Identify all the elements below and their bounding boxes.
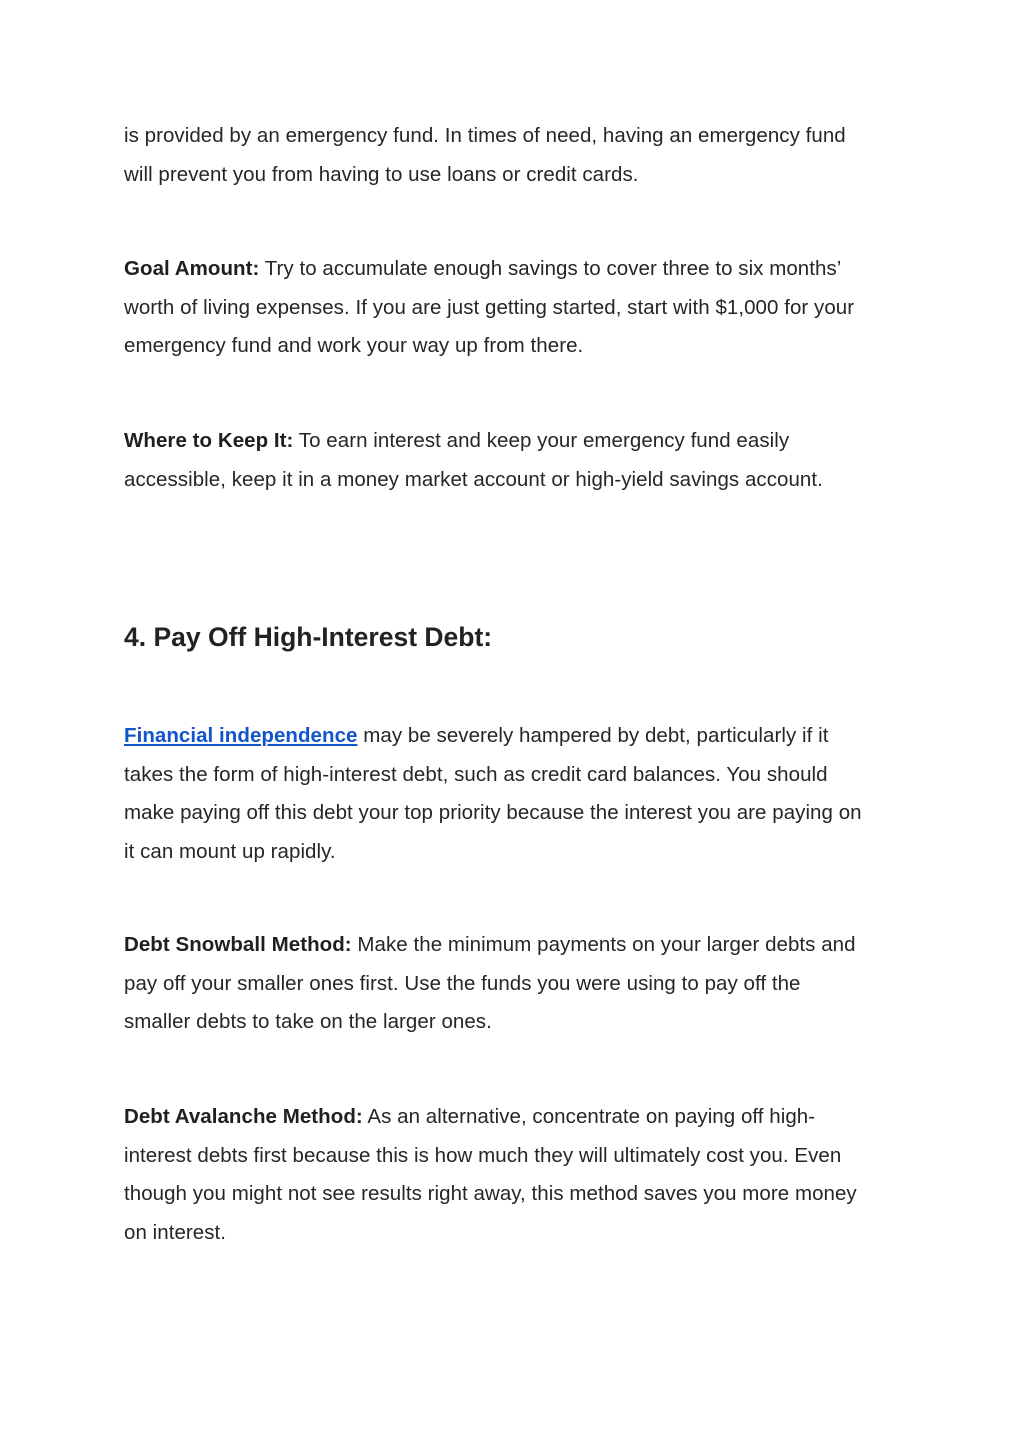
- paragraph-text: is provided by an emergency fund. In times of need, having an emergency fund will prevent you from having to use loans or credit cards.: [124, 124, 846, 186]
- goal-amount-text: Try to accumulate enough savings to cover three to six months’ worth of living expenses. If you are just getting started, start with $1,000 for your emergency fund and work your way up from there.: [124, 257, 855, 358]
- paragraph-where-to-keep-it: [124, 422, 864, 499]
- section-heading-pay-off-debt: 4. Pay Off High-Interest Debt:: [124, 622, 493, 652]
- goal-amount-label: Goal Amount:: [124, 257, 260, 280]
- debt-avalanche-label: Debt Avalanche Method:: [124, 1105, 363, 1128]
- debt-snowball-label: Debt Snowball Method:: [124, 933, 352, 956]
- paragraph-debt-intro: [124, 717, 864, 871]
- paragraph-debt-avalanche: [124, 1098, 864, 1252]
- paragraph-emergency-fund-intro: [124, 117, 864, 194]
- debt-snowball-text: Make the minimum payments on your larger debts and pay off your smaller ones first. Use the funds you were using to pay off the smaller debts to take on the larger ones.: [124, 933, 856, 1034]
- debt-intro-text: may be severely hampered by debt, particularly if it takes the form of high-interest debt, such as credit card balances. You should make paying off this debt your top priority because the interest you are paying on it can mount up rapidly.: [124, 724, 862, 863]
- financial-independence-link[interactable]: Financial independence: [124, 724, 358, 747]
- where-to-keep-it-label: Where to Keep It:: [124, 429, 294, 452]
- paragraph-goal-amount: [124, 250, 864, 366]
- where-to-keep-it-text: To earn interest and keep your emergency fund easily accessible, keep it in a money market account or high-yield savings account.: [124, 429, 823, 491]
- debt-avalanche-text: As an alternative, concentrate on paying off high-interest debts first because this is how much they will ultimately cost you. Even though you might not see results right away, this method saves you more money on interest.: [124, 1105, 857, 1244]
- paragraph-debt-snowball: [124, 926, 864, 1042]
